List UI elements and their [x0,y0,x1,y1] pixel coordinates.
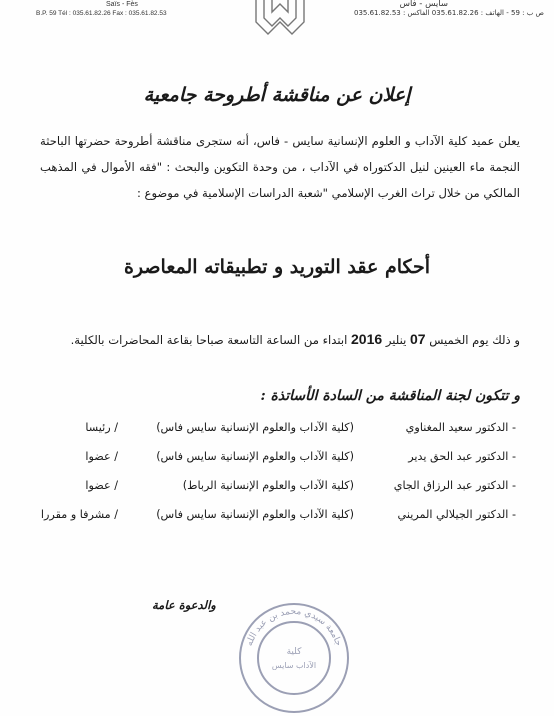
header-right-contact: ص ب : 59 - الهاتف : 035.61.82.26 الفاكس : 035.61.82.53 [353,9,544,17]
member-name: - الدكتور عبد الحق يدير [408,450,516,463]
committee-title: و تتكون لجنة المناقشة من السادة الأساتذة : [260,388,520,404]
header-left-place: Saïs - Fès [106,1,138,8]
header-left-contact: B.P. 59 Tél : 035.61.82.26 Fax : 035.61.82.53 [36,10,167,17]
member-institution: (كلية الآداب والعلوم الإنسانية الرباط) [182,479,354,492]
stamp-inner-text-2: الآداب سايس [271,661,317,670]
member-role: / مشرفا و مقررا [40,508,118,521]
faculty-logo [250,0,310,36]
announcement-title: إعلان عن مناقشة أطروحة جامعية [143,84,411,106]
committee-member [40,447,516,476]
member-name: - الدكتور عبد الرزاق الجاي [393,479,516,492]
header-right-place: سايس - فاس [399,0,448,9]
committee-member [40,476,516,505]
committee-list [40,418,516,534]
member-role: / عضوا [85,450,118,463]
committee-member [40,418,516,447]
date-day: 07 [410,331,426,347]
date-text-middle: ينلير [382,333,410,347]
stamp-inner-text-1: كلية [286,647,302,657]
committee-member [40,505,516,534]
member-institution: (كلية الآداب والعلوم الإنسانية سايس فاس) [156,450,354,463]
header-left [36,0,196,18]
announcement-paragraph: يعلن عميد كلية الآداب و العلوم الإنسانية سايس - فاس، أنه ستجرى مناقشة أطروحة حضرتها الباحثة النجمة ماء العينين لنيل الدكتوراه في الآداب ، من وحدة التكوين والبحث : "فقه الأموال في المذهب المالكي من خلال تراث الغرب الإسلامي "شعبة الدراسات الإسلامية في موضوع : [40,134,520,200]
member-role: / رئيسا [85,421,118,434]
thesis-subject: أحكام عقد التوريد و تطبيقاته المعاصرة [123,256,431,278]
member-role: / عضوا [85,479,118,492]
header-right [314,0,544,18]
member-name: - الدكتور الجيلالي المريني [397,508,516,521]
svg-text:جامعة سيدي محمد بن عبد الله [245,607,343,647]
date-text-before: و ذلك يوم الخميس [425,333,520,347]
date-text-after: ابتداء من الساعة التاسعة صباحا بقاعة المحاضرات بالكلية. [70,333,351,347]
date-paragraph [40,326,520,353]
closing-invitation: والدعوة عامة [152,598,216,612]
member-name: - الدكتور سعيد المغناوي [405,421,516,434]
member-institution: (كلية الآداب والعلوم الإنسانية سايس فاس) [156,508,354,521]
stamp-outer-text: جامعة سيدي محمد بن عبد الله [244,606,344,648]
member-institution: (كلية الآداب والعلوم الإنسانية سايس فاس) [156,421,354,434]
date-year: 2016 [351,331,383,347]
official-stamp [232,596,352,716]
